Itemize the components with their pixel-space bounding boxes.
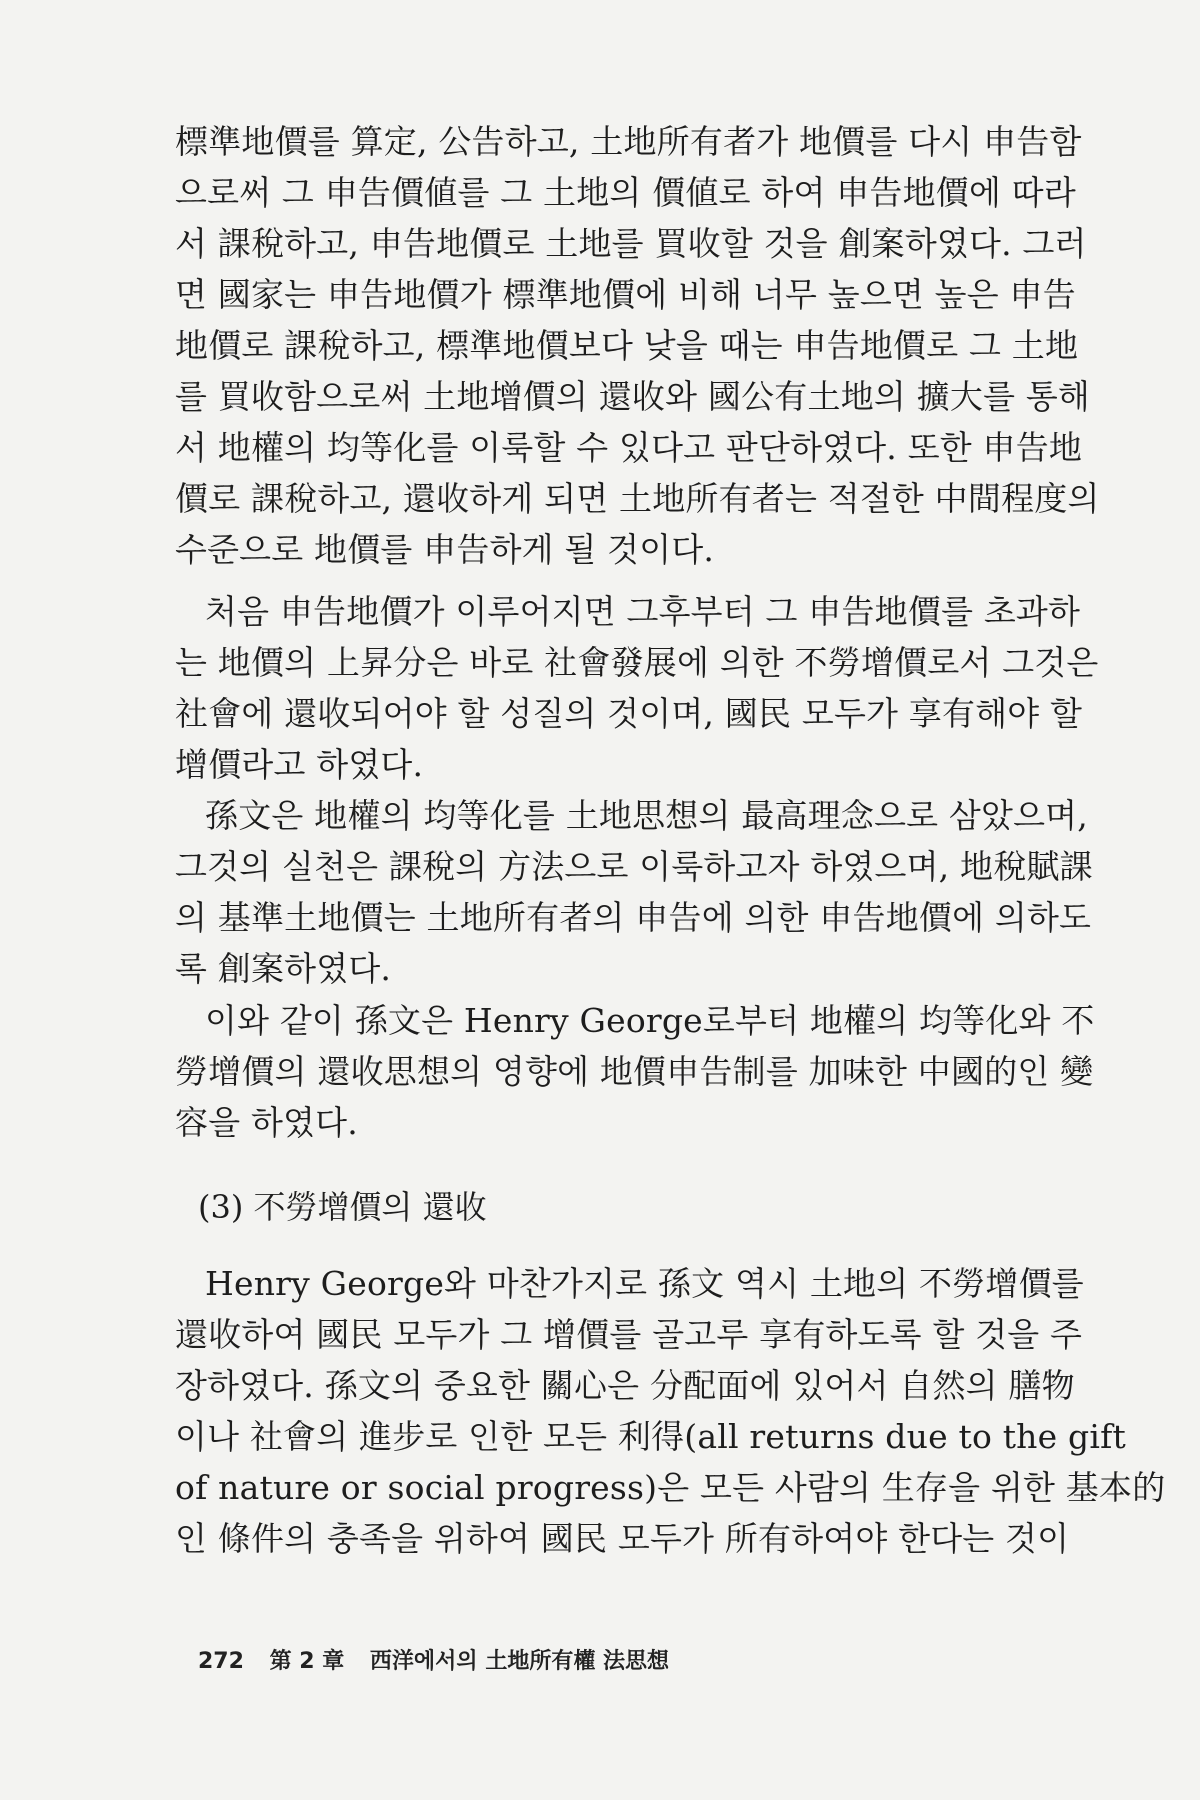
paragraph-2 — [175, 586, 1099, 790]
text-line: 增價라고 하였다. — [175, 745, 424, 784]
text-line: 이나 社會의 進步로 인한 모든 利得(all returns due to the gift — [175, 1417, 1126, 1456]
text-line: 勞增價의 還收思想의 영향에 地價申告制를 加味한 中國的인 變 — [175, 1052, 1094, 1091]
text-line: 를 買收함으로써 土地增價의 還收와 國公有土地의 擴大를 통해 — [175, 377, 1090, 416]
paragraph-1 — [175, 116, 1100, 575]
text-line: 록 創案하였다. — [175, 949, 392, 988]
text-line: of nature or social progress)은 모든 사람의 生存을 위한 基本的 — [175, 1468, 1166, 1507]
paragraph-5 — [175, 1258, 1166, 1564]
section-heading: (3) 不勞增價의 還收 — [198, 1188, 487, 1226]
chapter-label: 第 2 章 — [269, 1649, 345, 1674]
page-footer — [198, 1645, 687, 1679]
text-line: 이와 같이 孫文은 Henry George로부터 地權의 均等化와 不 — [205, 1001, 1095, 1040]
chapter-title: 西洋에서의 土地所有權 法思想 — [369, 1649, 669, 1674]
text-line: 孫文은 地權의 均等化를 土地思想의 最高理念으로 삼았으며, — [205, 796, 1088, 835]
text-line: 으로써 그 申告價値를 그 土地의 價値로 하여 申告地價에 따라 — [175, 173, 1076, 212]
paragraph-4 — [175, 995, 1095, 1148]
text-line: 地價로 課稅하고, 標準地價보다 낮을 때는 申告地價로 그 土地 — [175, 326, 1079, 365]
text-line: 標準地價를 算定, 公告하고, 土地所有者가 地價를 다시 申告함 — [175, 122, 1082, 161]
text-line: 價로 課稅하고, 還收하게 되면 土地所有者는 적절한 中間程度의 — [175, 479, 1100, 518]
page-number: 272 — [198, 1649, 244, 1674]
text-line: 서 地權의 均等化를 이룩할 수 있다고 판단하였다. 또한 申告地 — [175, 428, 1083, 467]
text-line: 면 國家는 申告地價가 標準地價에 비해 너무 높으면 높은 申告 — [175, 275, 1076, 314]
text-line: 는 地價의 上昇分은 바로 社會發展에 의한 不勞增價로서 그것은 — [175, 643, 1099, 682]
text-line: 그것의 실천은 課稅의 方法으로 이룩하고자 하였으며, 地稅賦課 — [175, 847, 1093, 886]
text-line: 容을 하였다. — [175, 1103, 358, 1142]
text-line: 처음 申告地價가 이루어지면 그후부터 그 申告地價를 초과하 — [205, 592, 1081, 631]
paragraph-3 — [175, 790, 1093, 994]
text-line: 수준으로 地價를 申告하게 될 것이다. — [175, 530, 715, 569]
text-line: 서 課稅하고, 申告地價로 土地를 買收할 것을 創案하였다. 그러 — [175, 224, 1087, 263]
text-line: 社會에 還收되어야 할 성질의 것이며, 國民 모두가 享有해야 할 — [175, 694, 1083, 733]
text-line: 장하였다. 孫文의 중요한 關心은 分配面에 있어서 自然의 膳物 — [175, 1366, 1075, 1405]
text-line: 의 基準土地價는 土地所有者의 申告에 의한 申告地價에 의하도 — [175, 898, 1092, 937]
text-line: 還收하여 國民 모두가 그 增價를 골고루 享有하도록 할 것을 주 — [175, 1315, 1083, 1354]
text-line: 인 條件의 충족을 위하여 國民 모두가 所有하여야 한다는 것이 — [175, 1519, 1070, 1558]
text-line: Henry George와 마찬가지로 孫文 역시 土地의 不勞增價를 — [205, 1264, 1084, 1303]
